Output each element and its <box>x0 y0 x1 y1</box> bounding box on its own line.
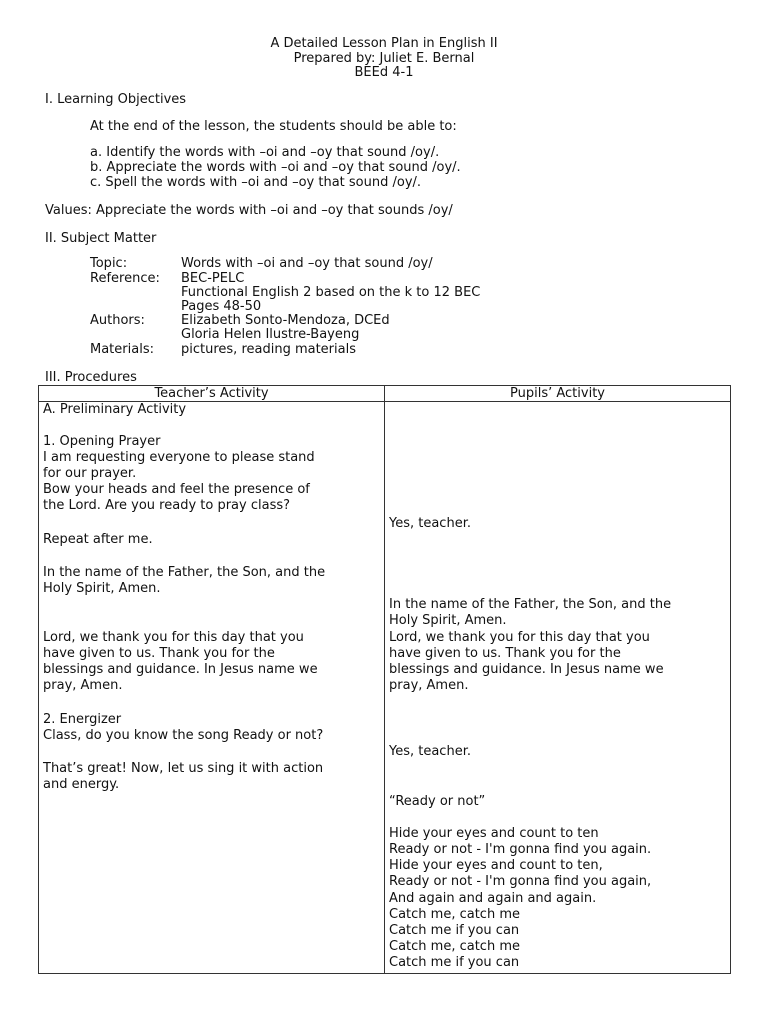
teacher-line: blessings and guidance. In Jesus name we <box>43 662 318 677</box>
pupil-line: have given to us. Thank you for the <box>389 646 621 661</box>
pupil-line: Yes, teacher. <box>389 516 471 531</box>
pupil-line: Ready or not - I'm gonna find you again. <box>389 842 652 857</box>
pupil-line: Catch me if you can <box>389 955 520 970</box>
author-name: Elizabeth Sonto-Mendoza, DCEd <box>181 313 390 328</box>
teacher-line: A. Preliminary Activity <box>43 402 187 417</box>
teacher-line: 1. Opening Prayer <box>43 434 161 449</box>
reference-value: Pages 48-50 <box>181 299 262 314</box>
materials-value: pictures, reading materials <box>181 342 356 357</box>
teacher-line: for our prayer. <box>43 466 137 481</box>
column-header-teacher: Teacher’s Activity <box>39 386 385 402</box>
topic-value: Words with –oi and –oy that sound /oy/ <box>181 256 433 271</box>
teacher-line: have given to us. Thank you for the <box>43 646 275 661</box>
teacher-line: the Lord. Are you ready to pray class? <box>43 498 291 513</box>
teacher-line: I am requesting everyone to please stand <box>43 450 315 465</box>
teacher-line: In the name of the Father, the Son, and the <box>43 565 326 580</box>
pupil-line: Hide your eyes and count to ten <box>389 826 599 841</box>
pupil-line: Hide your eyes and count to ten, <box>389 858 603 873</box>
objective-item: b. Appreciate the words with –oi and –oy that sound /oy/. <box>90 160 461 175</box>
pupil-line: Catch me if you can <box>389 923 520 938</box>
pupil-line: pray, Amen. <box>389 678 469 693</box>
authors-label: Authors: <box>90 313 145 328</box>
pupil-line: Holy Spirit, Amen. <box>389 613 507 628</box>
teacher-line: Bow your heads and feel the presence of <box>43 482 310 497</box>
prepared-by: Prepared by: Juliet E. Bernal <box>293 50 475 66</box>
reference-label: Reference: <box>90 271 160 286</box>
column-header-pupils: Pupils’ Activity <box>385 386 731 402</box>
section-label: BEEd 4-1 <box>354 65 414 80</box>
document-title: A Detailed Lesson Plan in English II <box>270 36 498 51</box>
pupil-line: Lord, we thank you for this day that you <box>389 630 650 645</box>
procedures-heading: III. Procedures <box>45 370 137 385</box>
materials-label: Materials: <box>90 342 154 357</box>
reference-value: Functional English 2 based on the k to 12 BEC <box>181 285 481 300</box>
objective-item: c. Spell the words with –oi and –oy that sound /oy/. <box>90 175 422 190</box>
pupil-line: Catch me, catch me <box>389 907 520 922</box>
table-row <box>39 402 731 974</box>
pupil-line: Ready or not - I'm gonna find you again, <box>389 874 652 889</box>
teacher-activity-cell <box>39 402 385 974</box>
values-statement: Values: Appreciate the words with –oi and –oy that sounds /oy/ <box>45 203 453 218</box>
pupil-line: Yes, teacher. <box>389 744 471 759</box>
teacher-line: 2. Energizer <box>43 712 122 727</box>
objectives-heading: I. Learning Objectives <box>45 92 187 107</box>
teacher-line: pray, Amen. <box>43 678 123 693</box>
document-header <box>0 37 768 81</box>
pupil-line: In the name of the Father, the Son, and the <box>389 597 672 612</box>
objective-item: a. Identify the words with –oi and –oy that sound /oy/. <box>90 145 440 160</box>
teacher-line: Repeat after me. <box>43 532 153 547</box>
topic-label: Topic: <box>90 256 128 271</box>
teacher-line: and energy. <box>43 777 120 792</box>
pupil-line: And again and again and again. <box>389 891 597 906</box>
pupil-line: “Ready or not” <box>389 794 486 809</box>
teacher-line: That’s great! Now, let us sing it with action <box>43 761 324 776</box>
teacher-line: Holy Spirit, Amen. <box>43 581 161 596</box>
reference-value: BEC-PELC <box>181 271 245 286</box>
objectives-intro: At the end of the lesson, the students should be able to: <box>90 119 457 134</box>
subject-matter-heading: II. Subject Matter <box>45 231 157 246</box>
procedures-table <box>38 385 731 974</box>
table-header-row <box>39 386 731 402</box>
pupil-line: Catch me, catch me <box>389 939 520 954</box>
pupils-activity-cell <box>385 402 731 974</box>
author-name: Gloria Helen Ilustre-Bayeng <box>181 327 360 342</box>
pupil-line: blessings and guidance. In Jesus name we <box>389 662 664 677</box>
teacher-line: Class, do you know the song Ready or not? <box>43 728 324 743</box>
teacher-line: Lord, we thank you for this day that you <box>43 630 304 645</box>
